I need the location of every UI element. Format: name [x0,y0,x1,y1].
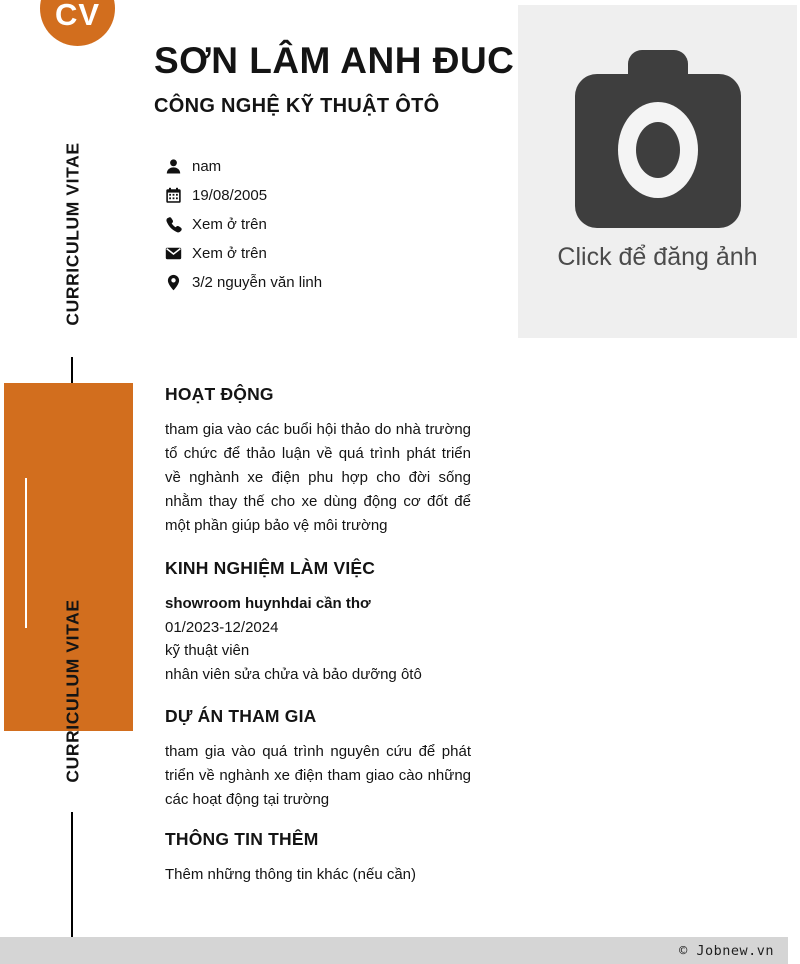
experience-role: kỹ thuật viên [165,642,250,659]
contact-value: 19/08/2005 [192,186,268,204]
camera-icon [575,50,741,233]
contact-value: Xem ở trên [192,244,267,262]
timeline-line-lower [71,812,73,938]
location-icon [165,274,182,291]
contact-value: Xem ở trên [192,215,267,233]
job-title: CÔNG NGHỆ KỸ THUẬT ÔTÔ [154,95,440,117]
contact-row-email [165,243,322,263]
photo-upload[interactable] [518,5,797,338]
contact-row-gender [165,156,322,176]
contact-row-address [165,272,322,292]
photo-upload-label: Click để đăng ảnh [557,243,758,271]
accent-white-line [25,478,27,628]
experience-description: nhân viên sửa chửa và bảo dưỡng ôtô [165,665,422,683]
additional-info-body: Thêm những thông tin khác (nếu cần) [165,866,417,883]
page-title: SƠN LÂM ANH ĐUC [154,40,515,81]
cv-badge-label: CV [54,0,101,32]
contact-row-birthdate [165,185,322,205]
mail-icon [165,245,182,262]
cv-badge [40,0,115,46]
experience-period: 01/2023-12/2024 [165,618,279,636]
phone-icon [165,216,182,233]
contact-list [165,156,322,292]
experience-company: showroom huynhdai cần thơ [165,595,371,612]
contact-row-phone [165,214,322,234]
footer-credit: © Jobnew.vn [679,942,774,959]
section-heading-projects: DỰ ÁN THAM GIA [165,706,317,726]
curriculum-vitae-vertical-label-bottom: CURRICULUM VITAE [62,599,83,783]
section-heading-additional-info: THÔNG TIN THÊM [165,829,319,849]
section-heading-activities: HOẠT ĐỘNG [165,384,274,404]
calendar-icon [165,187,182,204]
activities-body: tham gia vào các buổi hội thảo do nhà trường tổ chức để thảo luận về quá trình phát triển về nghành xe điện phu hợp cho đời sống nhằm thay thế cho xe dùng động cơ đốt để một phần giúp bảo vệ môi trường [165,421,471,534]
footer-bar [0,937,788,964]
curriculum-vitae-vertical-label-top: CURRICULUM VITAE [62,142,83,326]
contact-value: 3/2 nguyễn văn linh [192,273,323,291]
contact-value: nam [192,157,222,175]
projects-body: tham gia vào quá trình nguyên cứu để phát triển về nghành xe điện tham giao cào những các hoạt động tại trường [165,743,471,808]
section-heading-experience: KINH NGHIỆM LÀM VIỆC [165,558,376,578]
person-icon [165,158,182,175]
cv-content [165,384,471,887]
